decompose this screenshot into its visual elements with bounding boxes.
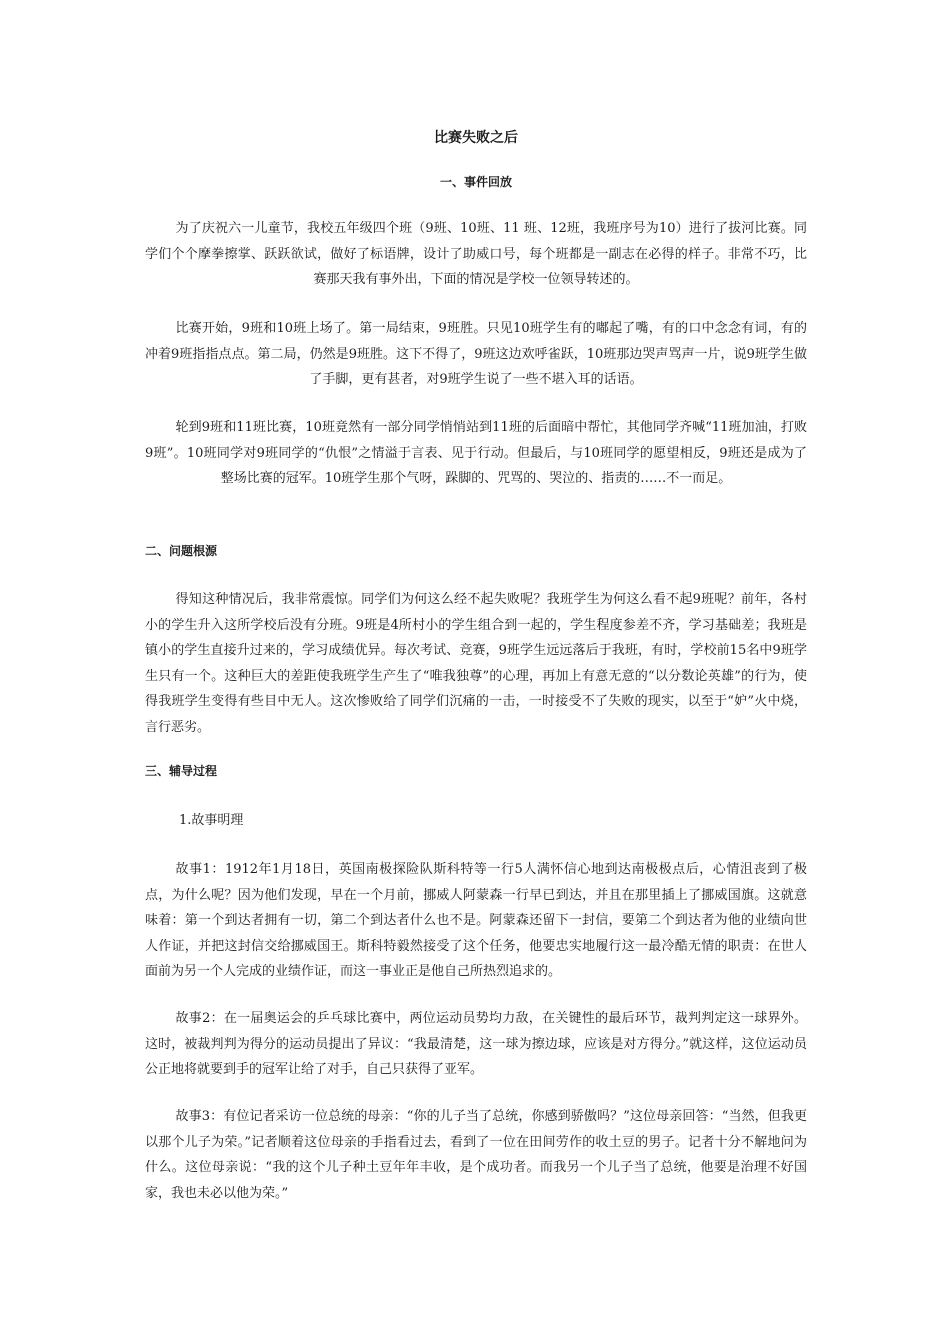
section1-paragraph-1: 为了庆祝六一儿童节，我校五年级四个班（9班、10班、11 班、12班，我班序号为10）进行了拔河比赛。同学们个个摩拳擦掌、跃跃欲试，做好了标语牌，设计了助威口号，每个班都是一副志在必得的样子。非常不巧，比赛那天我有事外出，下面的情况是学校一位领导转述的。 — [145, 221, 807, 287]
section1-paragraph-2: 比赛开始，9班和10班上场了。第一局结束，9班胜。只见10班学生有的嘟起了嘴，有的口中念念有词，有的冲着9班指指点点。第二局，仍然是9班胜。这下不得了，9班这边欢呼雀跃，10班那边哭声骂声一片，说9班学生做了手脚，更有甚者，对9班学生说了一些不堪入耳的话语。 — [145, 321, 807, 387]
section1-heading: 一、事件回放 — [439, 175, 512, 189]
section2-heading: 二、问题根源 — [145, 544, 218, 558]
section2-paragraph-1: 得知这种情况后，我非常震惊。同学们为何这么经不起失败呢？我班学生为何这么看不起9班呢？前年，各村小的学生升入这所学校后没有分班。9班是4所村小的学生组合到一起的，学生程度参差不齐，学习基础差；我班是镇小的学生直接升过来的，学习成绩优异。每次考试、竞赛，9班学生远远落后于我班，有时，学校前15名中9班学生只有一个。这种巨大的差距使我班学生产生了“唯我独尊”的心理，再加上有意无意的“以分数论英雄”的行为，使得我班学生变得有些目中无人。这次惨败给了同学们沉痛的一击，一时接受不了失败的现实，以至于“妒”火中烧，言行恶劣。 — [145, 592, 807, 735]
section1-paragraph-3: 轮到9班和11班比赛，10班竟然有一部分同学悄悄站到11班的后面暗中帮忙，其他同学齐喊“11班加油，打败9班”。10班同学对9班同学的“仇恨”之情溢于言表、见于行动。但最后，与10班同学的愿望相反，9班还是成为了整场比赛的冠军。10班学生那个气呀，跺脚的、咒骂的、哭泣的、指责的……不一而足。 — [145, 420, 807, 486]
story-1-paragraph: 故事1：1912年1月18日，英国南极探险队斯科特等一行5人满怀信心地到达南极极点后，心情沮丧到了极点，为什么呢？因为他们发现，早在一个月前，挪威人阿蒙森一行早已到达，并且在那里插上了挪威国旗。这就意味着：第一个到达者拥有一切，第二个到达者什么也不是。阿蒙森还留下一封信，要第二个到达者为他的业绩向世人作证，并把这封信交给挪威国王。斯科特毅然接受了这个任务，他要忠实地履行这一最冷酷无情的职责：在世人面前为另一个人完成的业绩作证，而这一事业正是他自己所热烈追求的。 — [145, 862, 807, 979]
document-title: 比赛失败之后 — [434, 130, 518, 146]
story-3-paragraph: 故事3：有位记者采访一位总统的母亲：“你的儿子当了总统，你感到骄傲吗？”这位母亲回答：“当然，但我更以那个儿子为荣。”记者顺着这位母亲的手指看过去，看到了一位在田间劳作的收土豆的男子。记者十分不解地问为什么。这位母亲说：“我的这个儿子种土豆年年丰收，是个成功者。而我另一个儿子当了总统，他要是治理不好国家，我也未必以他为荣。” — [145, 1109, 807, 1201]
section3-subheading: 1.故事明理 — [179, 813, 244, 828]
section3-heading: 三、辅导过程 — [145, 764, 218, 778]
story-2-paragraph: 故事2：在一届奥运会的乒乓球比赛中，两位运动员势均力敌，在关键性的最后环节，裁判判定这一球界外。这时，被裁判判为得分的运动员提出了异议：“我最清楚，这一球为擦边球，应该是对方得分。”就这样，这位运动员公正地将就要到手的冠军让给了对手，自己只获得了亚军。 — [145, 1011, 807, 1077]
